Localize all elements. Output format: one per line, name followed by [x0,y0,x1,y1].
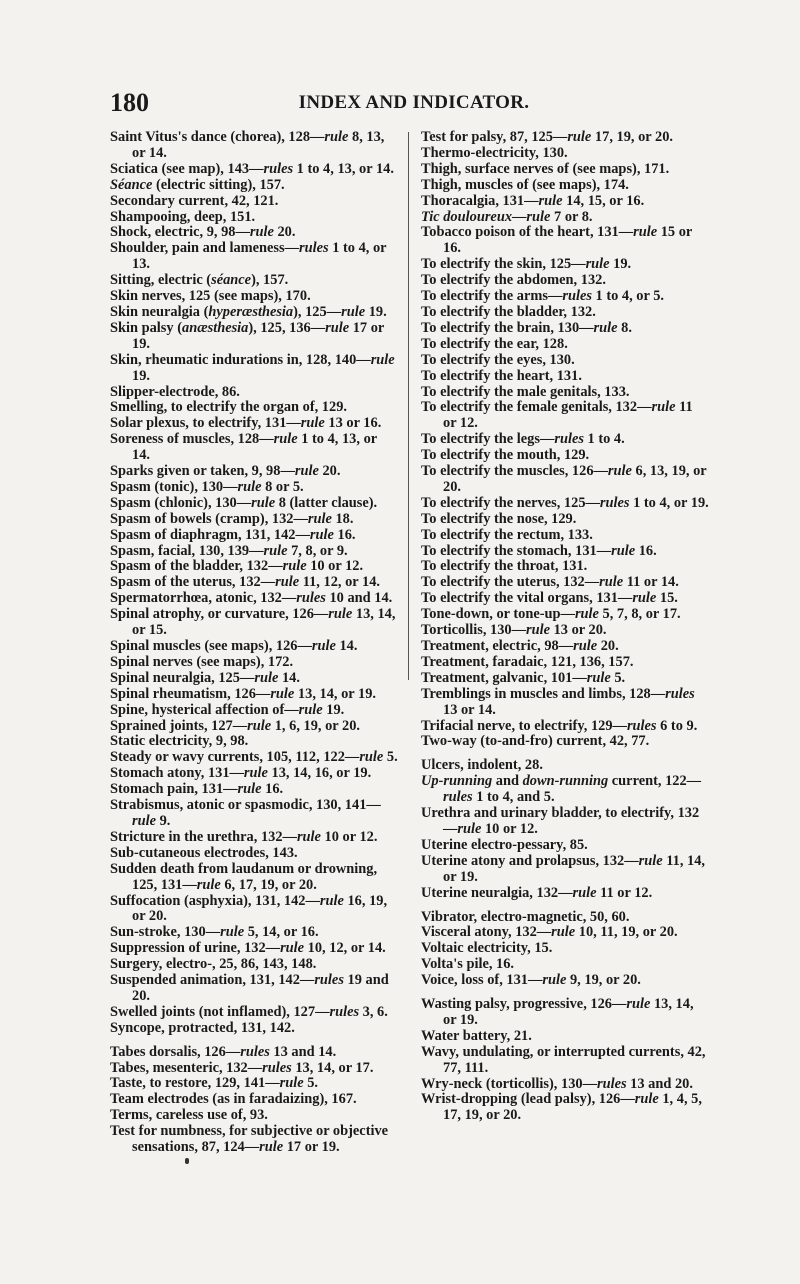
italic-term: rules [314,972,344,989]
index-entry: Thigh, muscles of (see maps), 174. [421,176,629,193]
italic-term: rules [263,160,294,177]
index-entry: To electrify the eyes, 130. [421,351,575,368]
italic-term: rule [319,892,344,909]
index-entry: To electrify the vital organs, 131—rule 15. [421,590,678,607]
index-entry: Spinal muscles (see maps), 126—rule 14. [110,638,358,654]
italic-term: rule [196,876,221,893]
index-entry: To electrify the rectum, 133. [421,526,593,543]
index-column-left [110,130,398,1156]
index-entry: Spasm of the uterus, 132—rule 11, 12, or 14. [110,574,380,591]
index-entry: Uterine electro-pessary, 85. [421,836,588,853]
index-entry: Slipper-electrode, 86. [110,383,240,400]
italic-term: rule [275,574,300,591]
index-entry: Thermo-electricity, 130. [421,144,568,161]
italic-term: rule [526,208,551,225]
italic-term: rule [270,685,295,702]
italic-term: rule [263,542,288,559]
index-entry: Spasm (chlonic), 130—rule 8 (latter clause). [110,494,378,511]
index-entry: Sprained joints, 127—rule 1, 6, 19, or 20. [110,717,361,734]
italic-term: rule [324,129,349,145]
index-column-right [421,130,709,1124]
italic-term: rule [574,606,599,623]
italic-term: séance [211,272,252,289]
italic-term: rule [280,940,305,957]
index-entry: Tremblings in muscles and limbs, 128—rules 13 or 14. [421,685,695,718]
italic-term: rule [457,820,482,837]
index-entry: Sitting, electric (séance), 157. [110,272,289,289]
italic-term: rule [626,996,651,1013]
index-entry: Vibrator, electro-magnetic, 50, 60. [421,908,630,925]
index-entry: Stricture in the urethra, 132—rule 10 or 12. [110,828,378,845]
italic-term: hyperæsthesia [208,303,294,320]
index-entry: Treatment, electric, 98—rule 20. [421,638,619,654]
italic-term: rule [551,924,576,941]
index-entry: Suppression of urine, 132—rule 10, 12, or 14. [110,940,386,957]
italic-term: Tic douloureux [421,208,513,225]
italic-term: rules [329,1003,360,1020]
index-entry: Sudden death from laudanum or drowning, 125, 131—rule 6, 17, 19, or 20. [110,860,378,893]
italic-term: down-running [522,773,609,790]
italic-term: rule [279,1075,304,1092]
index-entry: Spinal atrophy, or curvature, 126—rule 13, 14, or 15. [110,606,396,639]
ink-speck [185,1158,189,1164]
italic-term: rule [526,622,550,639]
index-entry: Spinal neuralgia, 125—rule 14. [110,669,300,686]
index-entry: Uterine atony and prolapsus, 132—rule 11, 14, or 19. [421,852,706,885]
italic-term: rule [611,542,636,559]
italic-term: rule [632,590,657,607]
index-entry: Soreness of muscles, 128—rule 1 to 4, 13, or 14. [110,431,377,464]
italic-term: rules [296,590,326,607]
index-entry: Tobacco poison of the heart, 131—rule 15 or 16. [421,224,693,257]
index-entry: Spinal rheumatism, 126—rule 13, 14, or 19. [110,685,377,702]
italic-term: rules [262,1059,292,1076]
italic-term: rules [299,240,329,257]
index-entry: Spasm of the bladder, 132—rule 10 or 12. [110,558,364,575]
italic-term: rule [251,494,276,511]
index-entry: Test for palsy, 87, 125—rule 17, 19, or 20. [421,129,674,145]
index-entry: Spasm of diaphragm, 131, 142—rule 16. [110,526,356,543]
index-entry: To electrify the stomach, 131—rule 16. [421,542,657,559]
italic-term: rule [282,558,307,575]
index-entry: Skin, rheumatic indurations in, 128, 140—rule 19. [110,351,395,384]
index-entry: Sun-stroke, 130—rule 5, 14, or 16. [110,924,319,941]
index-entry: Spasm, facial, 130, 139—rule 7, 8, or 9. [110,542,348,559]
italic-term: rule [328,606,353,623]
italic-term: rules [554,431,584,448]
index-entry: Static electricity, 9, 98. [110,733,249,750]
index-entry: Spinal nerves (see maps), 172. [110,653,294,670]
index-entry: Voice, loss of, 131—rule 9, 19, or 20. [421,972,641,989]
italic-term: rule [638,852,663,869]
italic-term: rules [562,288,592,305]
index-entry: Two-way (to-and-fro) current, 42, 77. [421,733,650,750]
index-entry: Tabes, mesenteric, 132—rules 13, 14, or 17. [110,1059,374,1076]
italic-term: rule [542,972,567,989]
italic-term: rule [294,463,319,480]
italic-term: rules [443,789,473,806]
index-entry: Visceral atony, 132—rule 10, 11, 19, or 20. [421,924,678,941]
index-entry: Up-running and down-running current, 122—rules 1 to 4, and 5. [421,773,702,806]
index-entry: Stomach atony, 131—rule 13, 14, 16, or 19. [110,765,372,782]
index-entry: Volta's pile, 16. [421,956,515,973]
index-entry: To electrify the mouth, 129. [421,447,590,464]
italic-term: rule [259,1139,284,1156]
italic-term: rule [593,319,618,336]
index-entry: To electrify the brain, 130—rule 8. [421,319,632,336]
italic-term: rules [626,717,657,734]
index-entry: Wry-neck (torticollis), 130—rules 13 and 20. [421,1075,693,1092]
index-entry: Sparks given or taken, 9, 98—rule 20. [110,463,341,480]
italic-term: Séance [110,176,153,193]
index-entry: To electrify the uterus, 132—rule 11 or 14. [421,574,679,591]
index-entry: Tone-down, or tone-up—rule 5, 7, 8, or 17. [421,606,681,623]
index-entry: Séance (electric sitting), 157. [110,176,285,193]
italic-term: rule [651,399,676,416]
index-entry: Thigh, surface nerves of (see maps), 171. [421,160,670,177]
index-entry: Spasm (tonic), 130—rule 8 or 5. [110,478,304,495]
page-number: 180 [110,88,149,117]
italic-term: anæsthesia [182,319,249,336]
italic-term: rule [634,1091,659,1108]
index-entry: Swelled joints (not inflamed), 127—rules 3, 6. [110,1003,388,1020]
index-entry: Solar plexus, to electrify, 131—rule 13 or 16. [110,415,382,432]
index-entry: Treatment, galvanic, 101—rule 5. [421,669,626,686]
page-header [110,88,718,118]
italic-term: rule [237,781,262,798]
index-entry: To electrify the abdomen, 132. [421,272,606,289]
index-entry: To electrify the muscles, 126—rule 6, 13, 19, or 20. [421,463,707,495]
index-entry: To electrify the nose, 129. [421,510,577,527]
index-entry: Shampooing, deep, 151. [110,208,256,225]
italic-term: rule [573,638,598,654]
index-entry: Test for numbness, for subjective or objective sensations, 87, 124—rule 17 or 19. [110,1123,389,1156]
index-entry: Thoracalgia, 131—rule 14, 15, or 16. [421,192,645,209]
index-entry: Trifacial nerve, to electrify, 129—rules 6 to 9. [421,717,698,734]
index-entry: Terms, careless use of, 93. [110,1107,268,1124]
index-entry: Shoulder, pain and lameness—rules 1 to 4, or 13. [110,240,387,273]
index-entry: To electrify the arms—rules 1 to 4, or 5. [421,288,665,305]
italic-term: rule [243,765,268,782]
italic-term: Up-running [421,773,493,790]
index-entry: Skin neuralgia (hyperæsthesia), 125—rule 19. [110,303,387,320]
index-entry: Urethra and urinary bladder, to electrify, 132—rule 10 or 12. [421,805,700,837]
index-entry: Spermatorrhœa, atonic, 132—rules 10 and 14. [110,590,393,607]
italic-term: rules [665,685,695,702]
index-entry: Suffocation (asphyxia), 131, 142—rule 16, 19, or 20. [110,892,388,925]
italic-term: rule [538,192,563,209]
column-divider [408,132,409,680]
index-entry: Uterine neuralgia, 132—rule 11 or 12. [421,884,653,901]
index-entry: Skin nerves, 125 (see maps), 170. [110,288,311,305]
index-entry: Sub-cutaneous electrodes, 143. [110,844,298,861]
index-entry: Treatment, faradaic, 121, 136, 157. [421,653,634,670]
index-entry: Syncope, protracted, 131, 142. [110,1019,295,1036]
index-entry: Skin palsy (anæsthesia), 125, 136—rule 17 or 19. [110,319,385,352]
index-entry: Torticollis, 130—rule 13 or 20. [421,622,607,639]
italic-term: rule [325,319,350,336]
index-entry: Surgery, electro-, 25, 86, 143, 148. [110,956,317,973]
index-entry: Suspended animation, 131, 142—rules 19 and 20. [110,972,389,1004]
index-entry: To electrify the bladder, 132. [421,303,596,320]
index-entry: Spine, hysterical affection of—rule 19. [110,701,345,718]
index-entry: Wrist-dropping (lead palsy), 126—rule 1, 4, 5, 17, 19, or 20. [421,1091,702,1124]
italic-term: rule [567,129,592,145]
index-entry: To electrify the legs—rules 1 to 4. [421,431,625,448]
index-entry: Taste, to restore, 129, 141—rule 5. [110,1075,318,1092]
index-entry: Tabes dorsalis, 126—rules 13 and 14. [110,1043,337,1060]
italic-term: rule [132,812,156,829]
italic-term: rule [273,431,298,448]
italic-term: rule [599,574,624,591]
index-entry: Sciatica (see map), 143—rules 1 to 4, 13, or 14. [110,160,394,177]
italic-term: rule [633,224,658,241]
italic-term: rule [585,256,610,273]
italic-term: rule [586,669,611,686]
italic-term: rule [572,884,597,901]
index-entry: Voltaic electricity, 15. [421,940,553,957]
index-entry: Water battery, 21. [421,1027,532,1044]
italic-term: rule [300,415,325,432]
index-entry: Tic douloureux—rule 7 or 8. [421,208,593,225]
index-entry: To electrify the heart, 131. [421,367,582,384]
index-entry: Steady or wavy currents, 105, 112, 122—rule 5. [110,749,398,766]
index-entry: Saint Vitus's dance (chorea), 128—rule 8, 13, or 14. [110,129,385,161]
index-entry: To electrify the throat, 131. [421,558,588,575]
index-entry: Strabismus, atonic or spasmodic, 130, 141—rule 9. [110,797,381,829]
italic-term: rule [237,478,262,495]
italic-term: rule [247,717,272,734]
italic-term: rule [298,701,323,718]
index-entry: Secondary current, 42, 121. [110,192,279,209]
index-entry: Wasting palsy, progressive, 126—rule 13, 14, or 19. [421,996,694,1028]
italic-term: rule [370,351,395,368]
italic-term: rule [254,669,279,686]
index-entry: Spasm of bowels (cramp), 132—rule 18. [110,510,354,527]
index-entry: Ulcers, indolent, 28. [421,757,543,774]
italic-term: rule [607,463,632,480]
index-entry: To electrify the skin, 125—rule 19. [421,256,632,273]
index-entry: To electrify the nerves, 125—rules 1 to 4, or 19. [421,494,709,511]
index-entry: To electrify the male genitals, 133. [421,383,630,400]
index-entry: To electrify the ear, 128. [421,335,568,352]
italic-term: rule [359,749,384,766]
running-head: INDEX AND INDICATOR. [298,92,530,113]
italic-term: rule [341,303,366,320]
italic-term: rule [296,828,321,845]
italic-term: rules [596,1075,627,1092]
italic-term: rule [311,638,336,654]
index-entry: Shock, electric, 9, 98—rule 20. [110,224,296,241]
index-entry: Stomach pain, 131—rule 16. [110,781,284,798]
italic-term: rules [240,1043,270,1060]
index-entry: Smelling, to electrify the organ of, 129. [110,399,347,416]
index-entry: Team electrodes (as in faradaizing), 167. [110,1091,357,1108]
italic-term: rule [249,224,274,241]
italic-term: rule [309,526,334,543]
index-entry: Wavy, undulating, or interrupted currents, 42, 77, 111. [421,1043,706,1076]
italic-term: rule [220,924,245,941]
italic-term: rules [599,494,630,511]
italic-term: rule [307,510,332,527]
index-entry: To electrify the female genitals, 132—rule 11 or 12. [421,399,693,432]
